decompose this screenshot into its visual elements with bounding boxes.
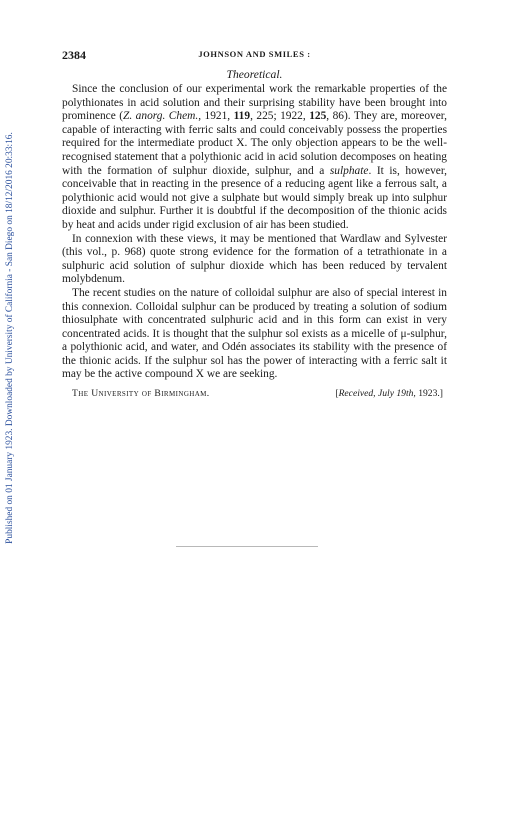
affiliation: The University of Birmingham. (72, 388, 210, 400)
received-open: [ (335, 388, 339, 400)
p1-text-e: . It is, however, conceivable that in reacting in the presence of a reducing agent like a ferrous salt, a polythionic acid would not give a sulphate but would simply break up into sulphur dioxide and sulphur. Further it is doubtful if the decomposition of the thionic acids by heat and acids under rigid exclusion of air has been studied. (62, 164, 448, 231)
paragraph-3: The recent studies on the nature of colloidal sulphur are also of special interest in this connexion. Colloidal sulphur can be produced by treating a solution of sodium thiosulphate with concentrated sulphuric acid and in this form can exist in very concentrated acids. It is thought that the sulphur sol exists as a micelle of μ-sulphur, a polythionic acid, and water, and Odén associates its stability with the presence of the thionic acids. If the sulphur sol has the power of interacting with a ferric salt it may be the active compound X we are seeking. (62, 286, 447, 381)
p1-volume-2: 125 (309, 110, 327, 123)
article-body (62, 83, 447, 382)
page-number: 2384 (62, 48, 86, 62)
download-stamp-text: Published on 01 January 1923. Downloaded by University of California - San Diego on 18/12/2016 20:33:16. (5, 132, 16, 544)
p1-journal: Z. anorg. Chem. (123, 110, 199, 123)
article-footer (62, 388, 447, 399)
p1-text-a: Since the conclusion of our experimental work the remarkable properties of the polythionates in acid solution and their surprising stability have been brought into prominence ( (62, 83, 447, 123)
p1-sulphate: sulphate (329, 164, 369, 177)
journal-page (62, 48, 447, 399)
p1-text-b: , 1921, (198, 110, 234, 123)
section-title: Theoretical. (226, 68, 283, 81)
end-rule (176, 546, 318, 547)
received-date (335, 388, 443, 399)
page-header (62, 48, 447, 64)
running-head: JOHNSON AND SMILES : (198, 49, 311, 59)
paragraph-2: In connexion with these views, it may be mentioned that Wardlaw and Sylvester (this vol., p. 968) quote strong evidence for the formation of a tetrathionate in a sulphuric acid solution of sulphur dioxide which has been reduced by tervalent molybdenum. (62, 232, 447, 286)
download-stamp (2, 48, 18, 628)
p1-text-d: , 86). They are, moreover, capable of interacting with ferric salts and could conceivably possess the properties required for the intermediate product X. The only objection appears to be the well-recognised statement that a polythionic acid in acid solution decomposes on heating with the formation of sulphur dioxide, sulphur, and a (62, 110, 447, 177)
p1-volume-1: 119 (233, 110, 251, 123)
received-italic: Received, July 19th, (338, 388, 416, 400)
p1-text-c: , 225; 1922, (250, 110, 310, 123)
received-close: 1923.] (415, 388, 443, 400)
paragraph-1 (62, 83, 447, 233)
